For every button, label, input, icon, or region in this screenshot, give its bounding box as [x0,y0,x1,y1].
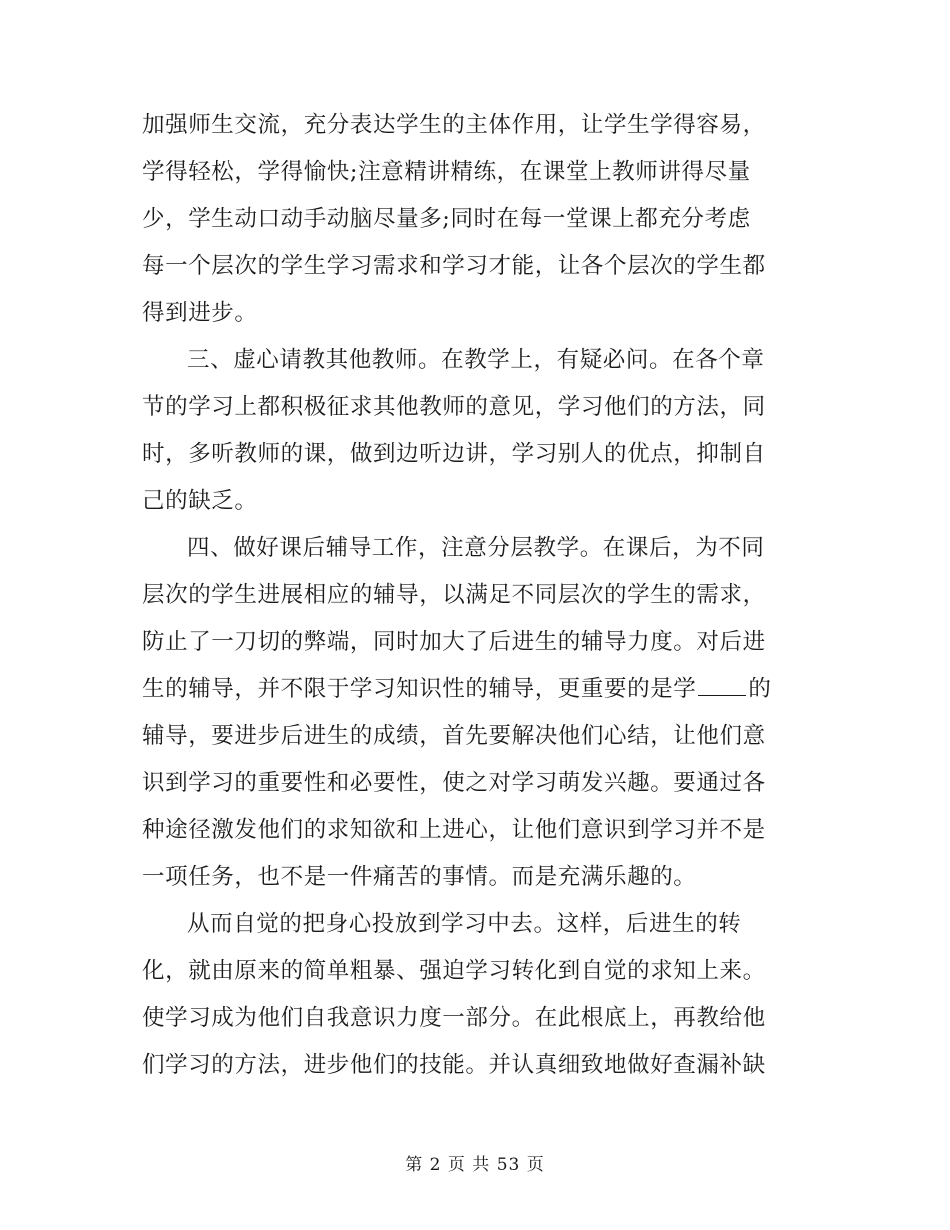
paragraph-4-start: 四、做好课后辅导工作，注意分层教学。在课后，为不同 [187,535,765,561]
text-line: 时，多听教师的课，做到边听边讲，学习别人的优点，抑制自 [142,441,766,467]
text-line: 加强师生交流，充分表达学生的主体作用，让学生学得容易， [142,112,766,138]
page-number-footer: 第 2 页 共 53 页 [405,1155,545,1175]
text-line: 化，就由原来的简单粗暴、强迫学习转化到自觉的求知上来。 [142,958,766,984]
fill-in-blank [698,673,746,696]
paragraph-3-start: 三、虚心请教其他教师。在教学上，有疑必问。在各个章 [187,347,765,373]
text-line: 识到学习的重要性和必要性，使之对学习萌发兴趣。要通过各 [142,770,766,796]
text-line: 们学习的方法，进步他们的技能。并认真细致地做好查漏补缺 [142,1052,766,1078]
text-line: 防止了一刀切的弊端，同时加大了后进生的辅导力度。对后进 [142,629,766,655]
text-line: 节的学习上都积极征求其他教师的意见，学习他们的方法，同 [142,394,766,420]
text-line: 辅导，要进步后进生的成绩，首先要解决他们心结，让他们意 [142,723,766,749]
text-line: 一项任务，也不是一件痛苦的事情。而是充满乐趣的。 [142,864,697,890]
text-segment: 生的辅导，并不限于学习知识性的辅导，更重要的是学 [142,676,697,702]
text-line-with-blank [142,666,822,713]
text-line: 每一个层次的学生学习需求和学习才能，让各个层次的学生都 [142,253,766,279]
text-line: 学得轻松，学得愉快;注意精讲精练，在课堂上教师讲得尽量 [142,159,751,185]
text-line: 层次的学生进展相应的辅导，以满足不同层次的学生的需求， [142,582,766,608]
text-line: 得到进步。 [142,300,258,326]
text-line: 少，学生动口动手动脑尽量多;同时在每一堂课上都充分考虑 [142,206,751,232]
paragraph-5-start: 从而自觉的把身心投放到学习中去。这样，后进生的转 [187,911,742,937]
text-line: 种途径激发他们的求知欲和上进心，让他们意识到学习并不是 [142,817,766,843]
text-segment: 的 [748,676,772,702]
text-line: 己的缺乏。 [142,488,258,514]
text-line: 使学习成为他们自我意识力度一部分。在此根底上，再教给他 [142,1005,766,1031]
document-body [142,102,822,1089]
